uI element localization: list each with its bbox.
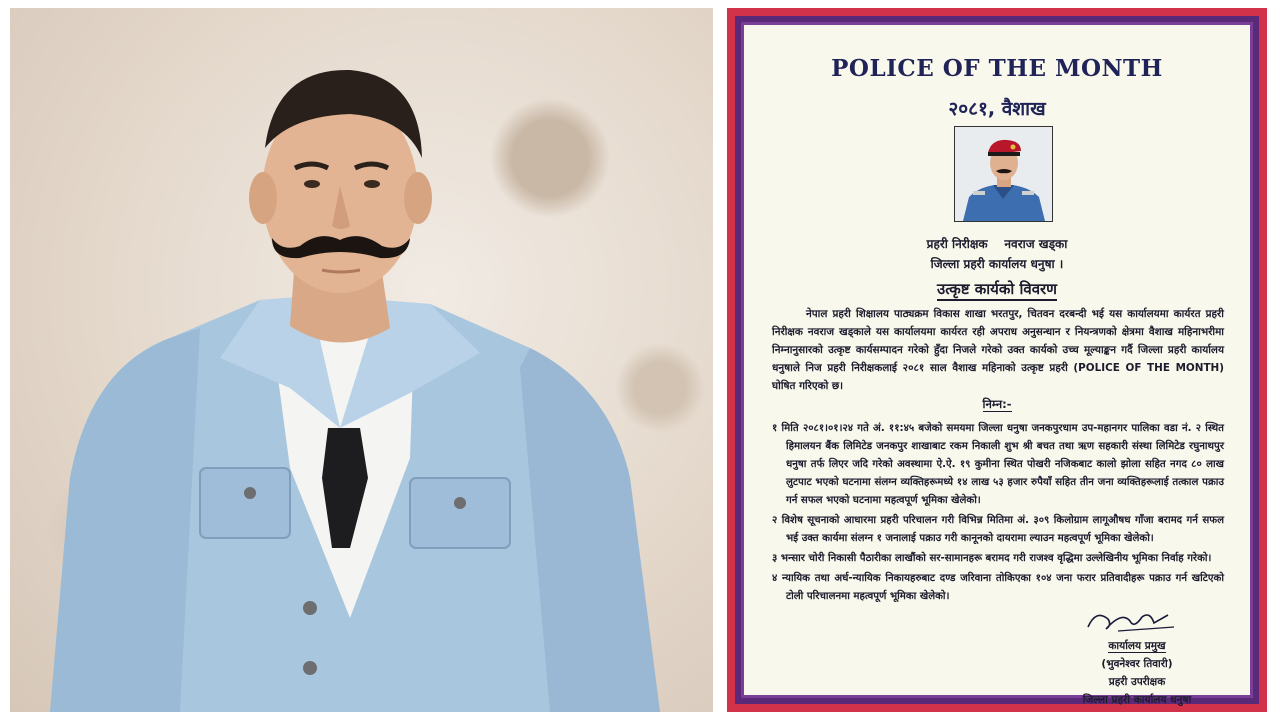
achievement-list (772, 420, 1224, 608)
officer-office: जिल्ला प्रहरी कार्यालय धनुषा । (930, 257, 1064, 271)
officer-rank: प्रहरी निरीक्षक (926, 237, 988, 251)
signatory-office: जिल्ला प्रहरी कार्यालय धनुषा (1082, 694, 1192, 706)
section-heading (744, 279, 1250, 299)
officer-portrait (954, 126, 1053, 222)
man-in-denim-jacket-illustration (10, 8, 713, 712)
portrait-photo (10, 8, 713, 712)
signatory-name: (भुवनेश्वर तिवारी) (1101, 658, 1173, 670)
list-item: २ विशेष सूचनाको आधारमा प्रहरी परिचालन गरी विभिन्न मितिमा अं. ३०९ किलोग्राम लागूऔषध गाँजा बरामद गर्न सफल भई उक्त कार्यमा संलग्न १ जनालाई पक्राउ गरी कानूनको दायरामा ल्याउन महत्वपूर्ण भूमिका खेलेको। (772, 515, 1224, 544)
officer-rank-name (744, 235, 1250, 252)
signatory-rank: प्रहरी उपरीक्षक (1108, 676, 1166, 688)
officer-name: नवराज खड्का (1004, 237, 1068, 251)
section-heading-text: उत्कृष्ट कार्यको विवरण (937, 280, 1057, 301)
certificate-title: POLICE OF THE MONTH (831, 55, 1163, 82)
certificate-frame (727, 8, 1267, 712)
signatory-title: कार्यालय प्रमुख (1108, 640, 1166, 652)
certificate-paper (741, 22, 1253, 706)
certificate-date: २०८१, वैशाख (948, 98, 1046, 120)
list-subheading (744, 397, 1250, 412)
handwritten-signature (1078, 605, 1198, 635)
list-item: ३ भन्सार चोरी निकासी पैठारीका लाखौंको सर-सामानहरू बरामद गरी राजश्व वृद्धिमा उल्लेखिनीय भूमिका निर्वाह गरेको। (772, 553, 1212, 564)
intro-paragraph: नेपाल प्रहरी शिक्षालय पाठ्यक्रम विकास शाखा भरतपुर, चितवन दरबन्दी भई यस कार्यालयमा कार्यरत प्रहरी निरीक्षक नवराज खड्काले यस कार्यालयमा कार्यरत रही अपराध अनुसन्धान र नियन्त्रणको क्षेत्रमा वैशाख महिनाभरीमा निम्नानुसारको उत्कृष्ट कार्यसम्पादन गरेको हुँदा निजले गरेको उक्त कार्यको उच्च मूल्याङ्कन गर्दै जिल्ला प्रहरी कार्यालय धनुषाले निज प्रहरी निरीक्षकलाई २०८१ साल वैशाख महिनाको उत्कृष्ट प्रहरी (POLICE OF THE MONTH) घोषित गरिएको छ। (772, 308, 1224, 392)
officer-in-uniform-illustration (955, 127, 1052, 221)
list-item: १ मिति २०८१।०१।२४ गते अं. ११:४५ बजेको समयमा जिल्ला धनुषा जनकपुरधाम उप-महानगर पालिका वडा नं. २ स्थित हिमालयन बैंक लिमिटेड जनकपुर शाखाबाट रकम निकाली शुभ श्री बचत तथा ऋण सहकारी संस्था लिमिटेड रघुनाथपुर धनुषा तर्फ लिएर जदि गरेको अवस्थामा ऐ.ऐ. १९ कुमीना स्थित पोखरी नजिकबाट कालो झोला सहित नगद ८० लाख लुटपाट भएको घटनामा संलग्न व्यक्तिहरूमध्ये १४ लाख ५३ हजार रुपैयाँ सहित तीन जना व्यक्तिहरूलाई तत्काल पक्राउ गर्न सफल भएको घटनामा महत्वपूर्ण भूमिका खेलेको। (772, 423, 1224, 506)
signatory-block (1062, 637, 1212, 709)
list-subheading-text: निम्न:- (982, 397, 1012, 411)
list-item: ४ न्यायिक तथा अर्ध-न्यायिक निकायहरुबाट दण्ड जरिवाना तोकिएका १०४ जना फरार प्रतिवादीहरू पक्राउ गर्न खटिएको टोली परिचालनमा महत्वपूर्ण भूमिका खेलेको। (772, 573, 1224, 602)
